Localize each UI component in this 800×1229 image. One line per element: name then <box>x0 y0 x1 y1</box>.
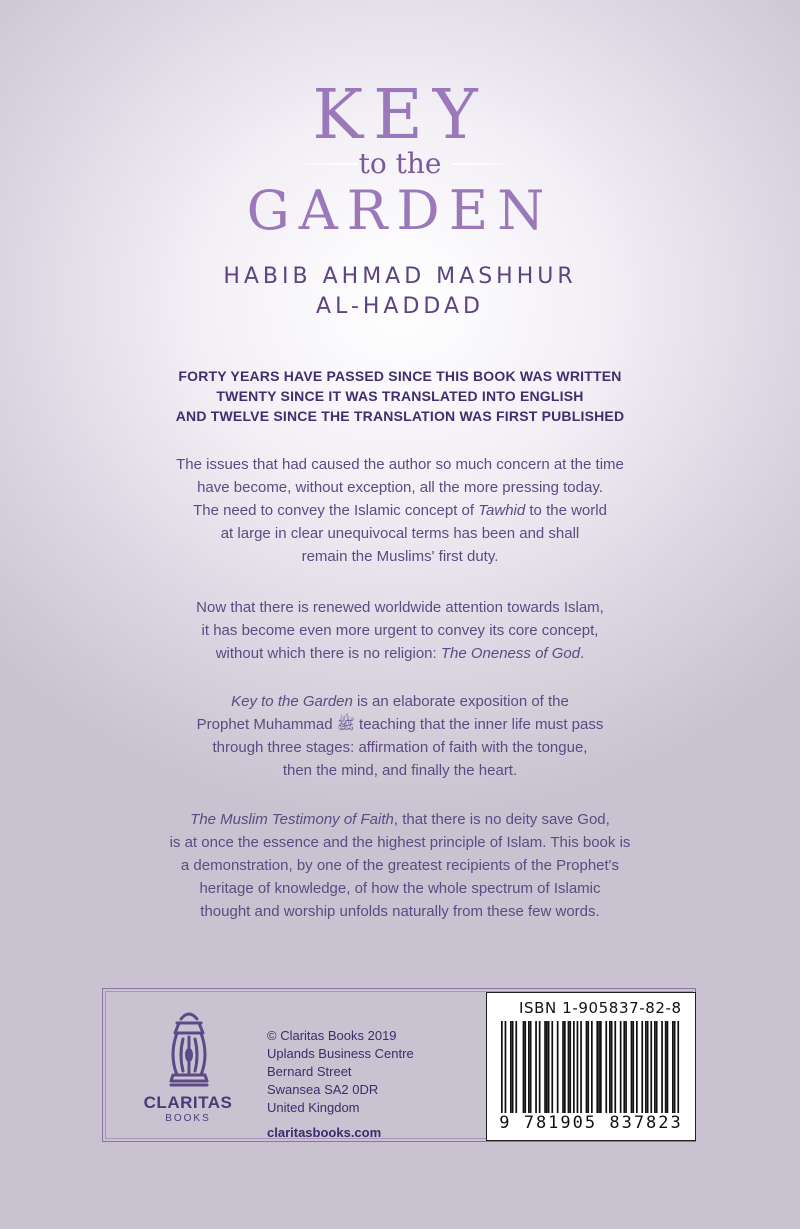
barcode-bar <box>591 1021 593 1113</box>
barcode-bar <box>548 1021 550 1113</box>
blurb-line: then the mind, and finally the heart. <box>282 762 518 779</box>
barcode-bar <box>667 1021 669 1113</box>
barcode-bar <box>661 1021 663 1113</box>
blurb-line: remain the Muslims' first duty. <box>301 548 499 565</box>
blurb-paragraph-1 <box>0 453 800 568</box>
barcode-bar <box>605 1021 607 1113</box>
barcode-bar <box>562 1021 564 1113</box>
blurb-paragraph-2 <box>0 596 800 665</box>
address-country: United Kingdom <box>267 1100 360 1115</box>
title-garden: GARDEN <box>246 179 554 242</box>
barcode-bar <box>510 1021 512 1113</box>
barcode-bar <box>568 1021 570 1113</box>
blurb-paragraph-4 <box>0 808 800 923</box>
barcode-bar <box>551 1021 553 1113</box>
blurb-text: The need to convey the Islamic concept of <box>193 502 479 519</box>
blurb-emphasis: The Muslim Testimony of Faith <box>190 811 394 828</box>
barcode-bar <box>512 1021 514 1113</box>
barcode-bar <box>557 1021 559 1113</box>
barcode-bar <box>614 1021 616 1113</box>
barcode-bar <box>677 1021 679 1113</box>
barcode-bar <box>631 1021 633 1113</box>
barcode-bar <box>596 1021 598 1113</box>
blurb-line <box>0 499 800 522</box>
blurb-line: at large in clear unequivocal terms has been and shall <box>220 525 580 542</box>
barcode-bar <box>535 1021 537 1113</box>
blurb-line: through three stages: affirmation of faith with the tongue, <box>212 739 588 756</box>
blurb-emphasis: Key to the Garden <box>231 693 353 710</box>
publisher-logo <box>133 1009 243 1129</box>
author-name-line2: AL-HADDAD <box>316 294 484 319</box>
blurb-line: heritage of knowledge, of how the whole spectrum of Islamic <box>199 880 601 897</box>
blurb-text: is an elaborate exposition of the <box>352 693 569 710</box>
barcode-bar <box>587 1021 589 1113</box>
barcode-bar <box>580 1021 582 1113</box>
barcode-bars <box>501 1021 681 1113</box>
barcode-bar <box>620 1021 622 1113</box>
blurb-line: have become, without exception, all the more pressing today. <box>197 479 603 496</box>
address-line: Uplands Business Centre <box>267 1046 414 1061</box>
lead-line: FORTY YEARS HAVE PASSED SINCE THIS BOOK WAS WRITTEN <box>178 368 622 384</box>
barcode-bar <box>569 1021 571 1113</box>
barcode-bar <box>505 1021 507 1113</box>
blurb-text: . <box>580 645 585 662</box>
barcode-bar <box>674 1021 676 1113</box>
author-name-line1: HABIB AHMAD MASHHUR <box>223 264 577 289</box>
title-key: KEY <box>312 76 488 155</box>
barcode-bar <box>586 1021 588 1113</box>
barcode-bar <box>600 1021 602 1113</box>
barcode-bar <box>598 1021 600 1113</box>
barcode-bar <box>654 1021 656 1113</box>
barcode-bar <box>501 1021 503 1113</box>
barcode-bar <box>650 1021 652 1113</box>
barcode-bar <box>530 1021 532 1113</box>
barcode-bar <box>577 1021 579 1113</box>
blurb-line: thought and worship unfolds naturally from these few words. <box>200 903 600 920</box>
lead-line: TWENTY SINCE IT WAS TRANSLATED INTO ENGLISH <box>216 388 584 404</box>
barcode-bar <box>632 1021 634 1113</box>
lead-line: AND TWELVE SINCE THE TRANSLATION WAS FIRST PUBLISHED <box>175 408 625 424</box>
lead-statement <box>0 366 800 426</box>
barcode-bar <box>645 1021 647 1113</box>
barcode-bar <box>544 1021 546 1113</box>
blurb-line: a demonstration, by one of the greatest recipients of the Prophet's <box>180 857 620 874</box>
blurb-line: is at once the essence and the highest principle of Islam. This book is <box>169 834 631 851</box>
barcode-bar <box>672 1021 674 1113</box>
blurb-text: without which there is no religion: <box>215 645 441 662</box>
blurb-line: Now that there is renewed worldwide attention towards Islam, <box>196 599 604 616</box>
barcode-digits: 9 781905 837823 <box>499 1113 683 1133</box>
barcode-bar <box>515 1021 517 1113</box>
blurb-emphasis: Tawhid <box>478 502 526 519</box>
blurb-line <box>0 808 800 831</box>
blurb-paragraph-3 <box>0 690 800 782</box>
blurb-emphasis: The Oneness of God <box>440 645 581 662</box>
barcode-bar <box>609 1021 611 1113</box>
barcode-bar <box>523 1021 525 1113</box>
barcode-bar <box>573 1021 575 1113</box>
barcode-bar <box>524 1021 526 1113</box>
blurb-line: Prophet Muhammad ﷺ teaching that the inner life must pass <box>196 716 604 733</box>
barcode-bar <box>564 1021 566 1113</box>
lantern-icon <box>163 1009 215 1091</box>
barcode-bar <box>539 1021 541 1113</box>
publisher-brand-name: CLARITAS <box>143 1093 233 1112</box>
address-line: Bernard Street <box>267 1064 352 1079</box>
publisher-brand-subtitle: BOOKS <box>165 1113 211 1124</box>
isbn-label: ISBN 1-905837-82-8 <box>519 999 682 1017</box>
title-to-the: to the <box>358 147 442 180</box>
barcode-bar <box>656 1021 658 1113</box>
blurb-line: it has become even more urgent to convey its core concept, <box>201 622 599 639</box>
blurb-text: , that there is no deity save God, <box>393 811 610 828</box>
barcode-bar <box>546 1021 548 1113</box>
publisher-address <box>267 1027 414 1142</box>
blurb-line <box>0 690 800 713</box>
barcode-bar <box>665 1021 667 1113</box>
barcode-bar <box>647 1021 649 1113</box>
barcode-bar <box>641 1021 643 1113</box>
isbn-barcode <box>486 992 696 1141</box>
blurb-text: to the world <box>525 502 607 519</box>
barcode-bar <box>636 1021 638 1113</box>
barcode-bar <box>625 1021 627 1113</box>
barcode-bar <box>611 1021 613 1113</box>
copyright-line: © Claritas Books 2019 <box>267 1028 397 1043</box>
barcode-bar <box>528 1021 530 1113</box>
title-rule-right <box>452 163 522 165</box>
publisher-website: claritasbooks.com <box>267 1125 382 1140</box>
barcode-bar <box>623 1021 625 1113</box>
blurb-line: The issues that had caused the author so much concern at the time <box>176 456 624 473</box>
address-line: Swansea SA2 0DR <box>267 1082 379 1097</box>
blurb-line <box>0 642 800 665</box>
